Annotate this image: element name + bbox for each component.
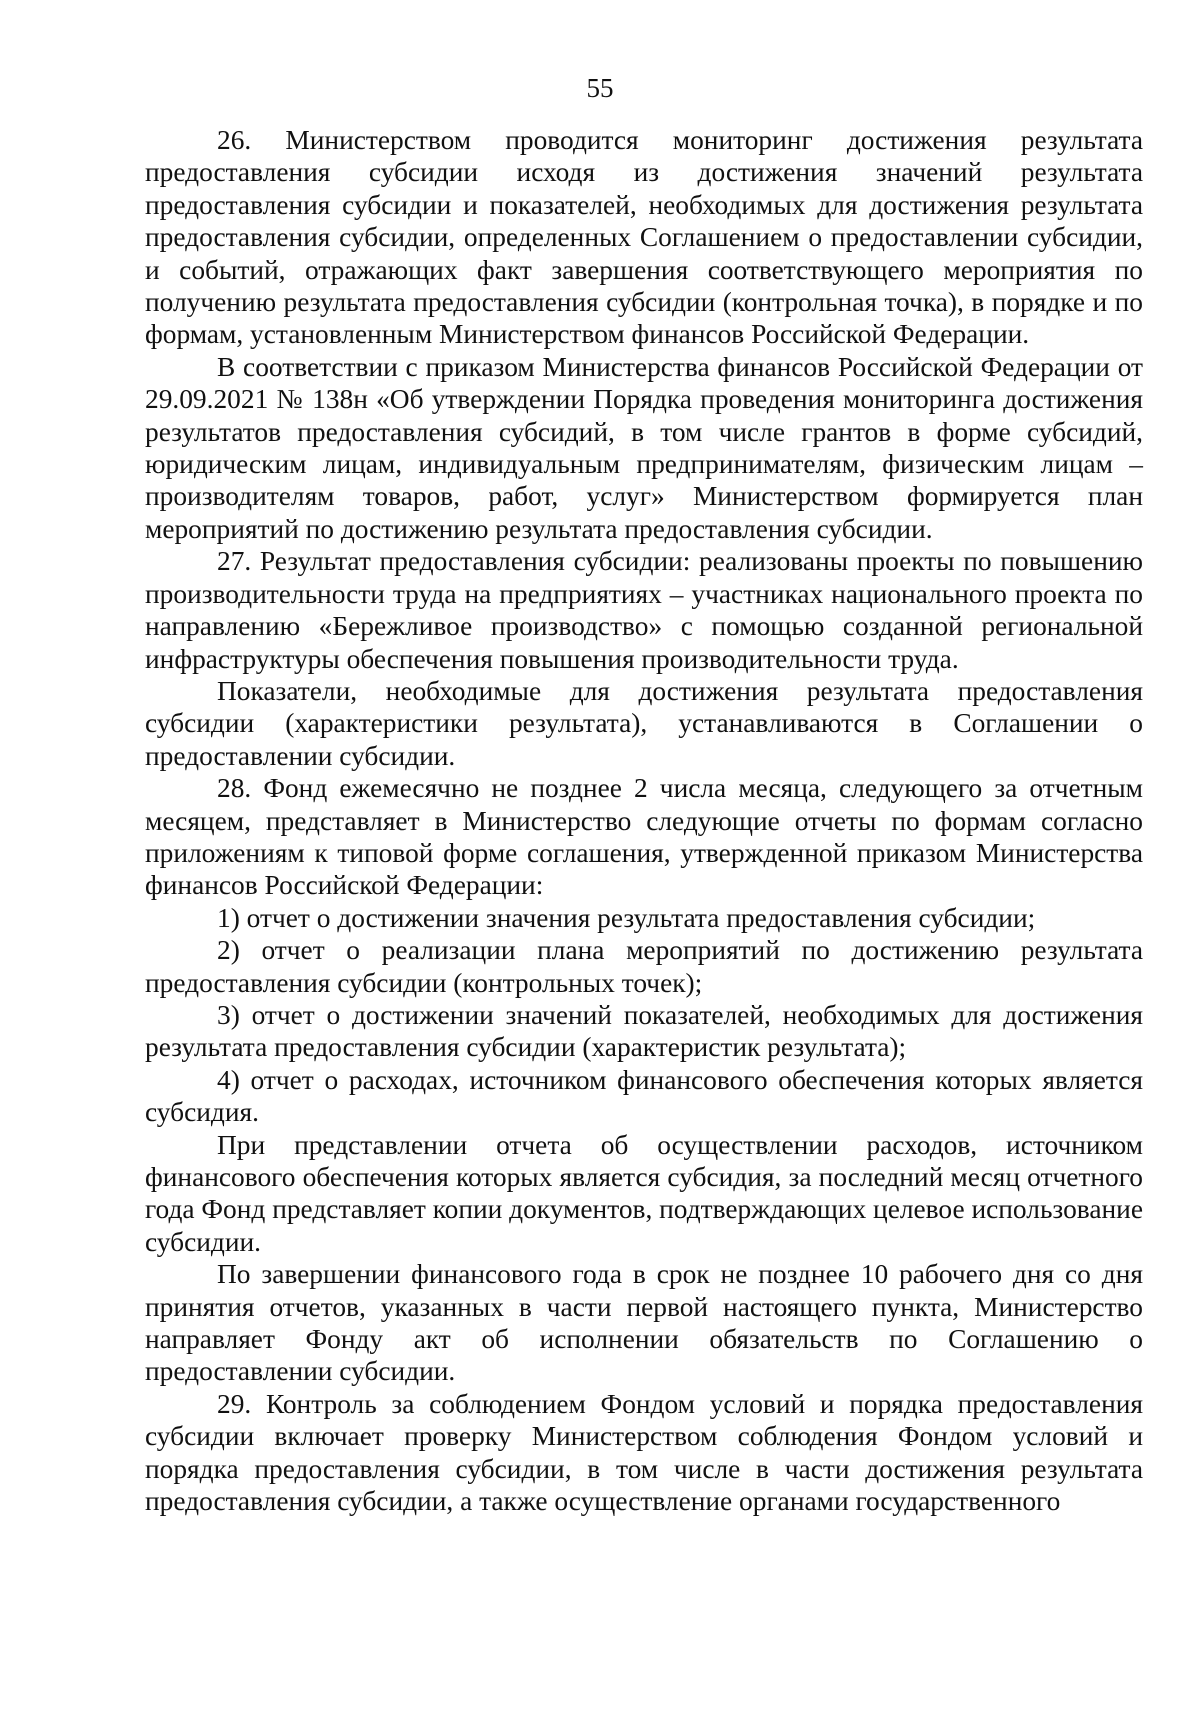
paragraph-27: 27. Результат предоставления субсидии: реализованы проекты по повышению производительности труда на предприятиях – участниках национального проекта по направлению «Бережливое производство» с помощью созданной региональной инфраструктуры обеспечения повышения производительности труда. (145, 546, 1143, 674)
page-number: 55 (586, 73, 614, 103)
paragraph-29: 29. Контроль за соблюдением Фондом условий и порядка предоставления субсидии включает проверку Министерством соблюдения Фондом условий и порядка предоставления субсидии, в том числе в части достижения результата предоставления субсидии, а также осуществление органами государственного (145, 1388, 1143, 1517)
paragraph-26: 26. Министерством проводится мониторинг достижения результата предоставления субсидии исходя из достижения значений результата предоставления субсидии и показателей, необходимых для достижения результата предоставления субсидии, определенных Соглашением о предоставлении субсидии, и событий, отражающих факт завершения соответствующего мероприятия по получению результата предоставления субсидии (контрольная точка), в порядке и по формам, установленным Министерством финансов Российской Федерации. (145, 125, 1143, 350)
list-item-report-2: 2) отчет о реализации плана мероприятий по достижению результата предоставления субсидии (контрольных точек); (145, 935, 1143, 998)
list-item-report-4: 4) отчет о расходах, источником финансового обеспечения которых является субсидия. (145, 1064, 1143, 1128)
paragraph-minfin-order: В соответствии с приказом Министерства финансов Российской Федерации от 29.09.2021 № 138н «Об утверждении Порядка проведения мониторинга достижения результатов предоставления субсидий, в том числе грантов в форме субсидий, юридическим лицам, индивидуальным предпринимателям, физическим лицам – производителям товаров, работ, услуг» Министерством формируется план мероприятий по достижению результата предоставления субсидии. (145, 351, 1143, 544)
document-body (145, 124, 1143, 1517)
list-item-report-3: 3) отчет о достижении значений показателей, необходимых для достижения результата предоставления субсидии (характеристик результата); (145, 999, 1143, 1063)
list-item-report-1: 1) отчет о достижении значения результата предоставления субсидии; (217, 902, 1036, 933)
paragraph-fiscal-year-end: По завершении финансового года в срок не позднее 10 рабочего дня со дня принятия отчетов, указанных в части первой настоящего пункта, Министерство направляет Фонду акт об исполнении обязательств по Соглашению о предоставлении субсидии. (145, 1259, 1143, 1387)
paragraph-indicators: Показатели, необходимые для достижения результата предоставления субсидии (характеристики результата), устанавливаются в Соглашении о предоставлении субсидии. (145, 675, 1143, 771)
paragraph-expense-report: При представлении отчета об осуществлении расходов, источником финансового обеспечения которых является субсидия, за последний месяц отчетного года Фонд представляет копии документов, подтверждающих целевое использование субсидии. (145, 1129, 1143, 1257)
paragraph-28: 28. Фонд ежемесячно не позднее 2 числа месяца, следующего за отчетным месяцем, представляет в Министерство следующие отчеты по формам согласно приложениям к типовой форме соглашения, утвержденной приказом Министерства финансов Российской Федерации: (145, 773, 1143, 901)
